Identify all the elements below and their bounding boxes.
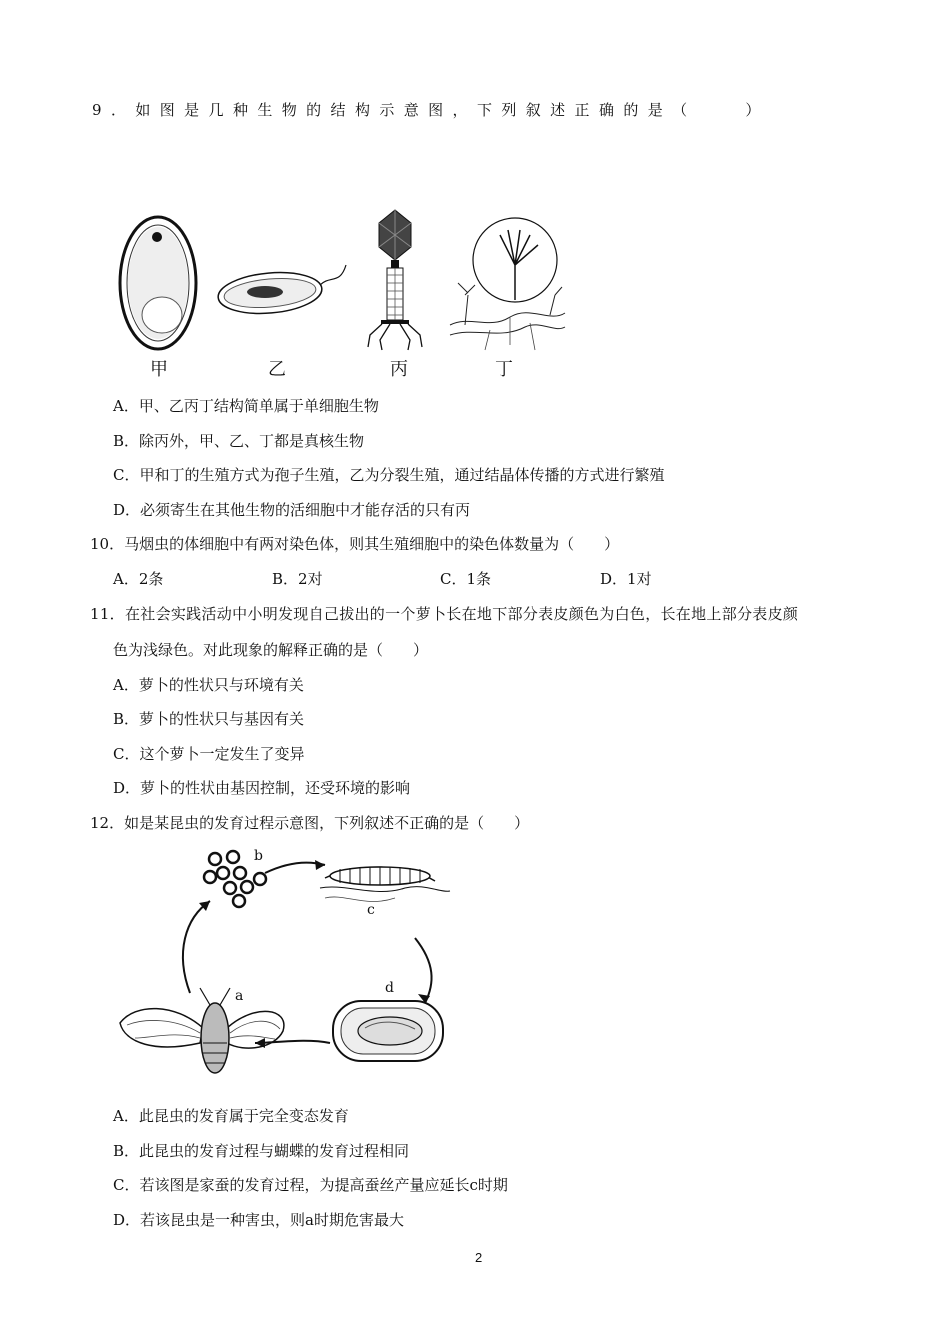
question-11-stem-line2: 色为浅绿色。对此现象的解释正确的是（ ） xyxy=(113,641,429,659)
bacterium-illustration xyxy=(216,265,346,317)
q9-option-a: A．甲、乙丙丁结构简单属于单细胞生物 xyxy=(113,397,379,415)
q12-option-b: B．此昆虫的发育过程与蝴蝶的发育过程相同 xyxy=(113,1142,410,1160)
organisms-figure xyxy=(110,205,580,355)
page-number: 2 xyxy=(475,1250,483,1265)
pupa-illustration xyxy=(333,1001,443,1061)
larva-illustration xyxy=(320,867,450,902)
q11-option-d: D．萝卜的性状由基因控制，还受环境的影响 xyxy=(113,779,411,797)
moth-illustration xyxy=(120,988,284,1073)
q11-option-c: C．这个萝卜一定发生了变异 xyxy=(113,745,305,763)
question-11-stem-line1: 11．在社会实践活动中小明发现自己拔出的一个萝卜长在地下部分表皮颜色为白色，长在地上部分表皮颜 xyxy=(90,605,799,623)
label-jia: 甲 xyxy=(150,359,168,380)
stage-label-a: a xyxy=(235,988,244,1004)
q9-option-d: D．必须寄生在其他生物的活细胞中才能存活的只有丙 xyxy=(113,501,471,519)
question-12-stem: 12．如是某昆虫的发育过程示意图，下列叙述不正确的是（ ） xyxy=(90,814,530,832)
stage-label-d: d xyxy=(385,980,394,996)
label-bing: 丙 xyxy=(390,359,408,380)
q12-option-d: D．若该昆虫是一种害虫，则a时期危害最大 xyxy=(113,1211,404,1229)
bacteriophage-illustration xyxy=(368,210,422,350)
question-10-stem: 10．马烟虫的体细胞中有两对染色体，则其生殖细胞中的染色体数量为（ ） xyxy=(90,535,620,553)
stage-label-b: b xyxy=(254,848,263,864)
label-ding: 丁 xyxy=(495,359,513,380)
q11-option-a: A．萝卜的性状只与环境有关 xyxy=(113,676,304,694)
q10-option-d: D．1对 xyxy=(600,570,652,588)
insect-lifecycle-figure xyxy=(115,843,455,1093)
yeast-cell-illustration xyxy=(120,217,196,349)
q9-option-b: B．除丙外，甲、乙、丁都是真核生物 xyxy=(113,432,365,450)
q9-option-c: C．甲和丁的生殖方式为孢子生殖，乙为分裂生殖，通过结晶体传播的方式进行繁殖 xyxy=(113,466,665,484)
q10-option-a: A．2条 xyxy=(113,570,164,588)
label-yi: 乙 xyxy=(268,359,286,380)
q11-option-b: B．萝卜的性状只与基因有关 xyxy=(113,710,305,728)
q12-option-c: C．若该图是家蚕的发育过程，为提高蚕丝产量应延长c时期 xyxy=(113,1176,508,1194)
q10-option-b: B．2对 xyxy=(272,570,323,588)
q12-option-a: A．此昆虫的发育属于完全变态发育 xyxy=(113,1107,349,1125)
stage-label-c: c xyxy=(367,902,375,918)
q10-option-c: C．1条 xyxy=(440,570,492,588)
question-9-stem: 9．如图是几种生物的结构示意图，下列叙述正确的是（ ） xyxy=(92,101,770,119)
mold-illustration xyxy=(450,218,565,350)
